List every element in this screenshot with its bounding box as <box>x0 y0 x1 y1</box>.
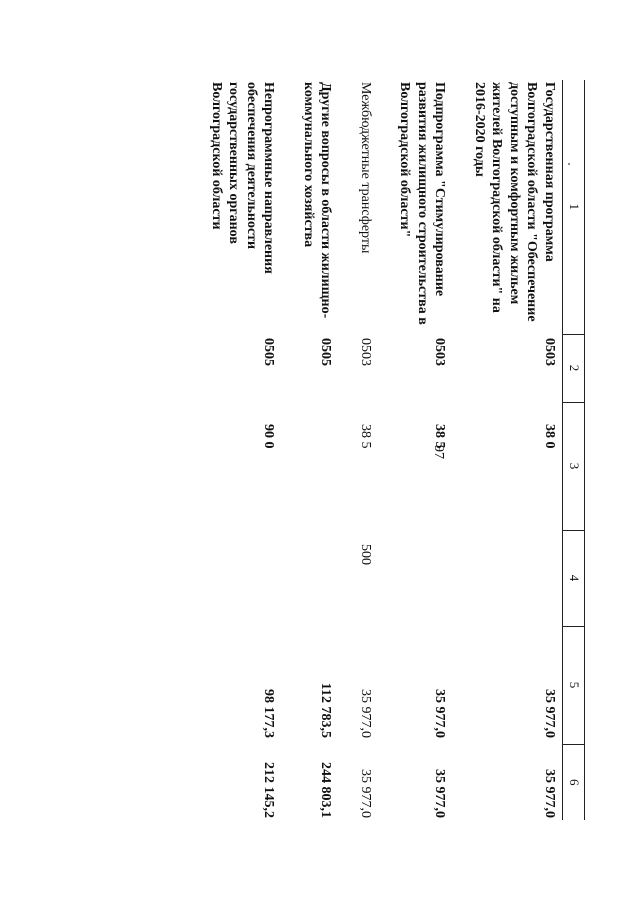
table-row <box>374 80 449 820</box>
budget-table <box>185 80 585 820</box>
row-section: 0503 <box>432 338 448 366</box>
row-amount-5: 98 177,3 <box>261 689 277 738</box>
table-row <box>277 80 334 820</box>
row-amount-5: 112 783,5 <box>318 682 334 738</box>
row-amount-6: 35 977,0 <box>357 769 373 818</box>
row-amount-5: 35 977,0 <box>541 689 557 738</box>
row-amount-6: 212 145,2 <box>261 762 277 818</box>
row-name: Государственная программа Волгоградской области "Обеспечение доступным и комфортным жильем жителей Волгоградской области" на 2016-2020 годы <box>471 82 557 322</box>
row-section: 0503 <box>541 338 557 366</box>
row-amount-5: 35 977,0 <box>357 689 373 738</box>
column-header-6: 6 <box>562 744 584 820</box>
row-amount-5: 35 977,0 <box>432 689 448 738</box>
column-header-1: 1 <box>562 80 584 334</box>
row-name: Непрограммные направления обеспечения деятельности государственных органов Волгоградской области <box>208 82 277 274</box>
row-name: Другие вопросы в области жилищно-коммунального хозяйства <box>300 82 334 319</box>
table-row <box>334 80 374 820</box>
row-amount-6: 244 803,1 <box>318 762 334 818</box>
row-name: Межбюджетные трансферты <box>357 82 373 254</box>
column-header-4: 4 <box>562 530 584 626</box>
row-expense-type <box>185 530 277 626</box>
column-header-5: 5 <box>562 626 584 744</box>
row-section: 0503 <box>357 338 373 366</box>
row-expense-type <box>448 530 562 626</box>
row-name: Подпрограмма "Стимулирование развития жилищного строительства в Волгоградской области" <box>397 82 448 325</box>
column-number-row <box>562 80 584 820</box>
row-expense-type <box>374 530 449 626</box>
row-expense-type: 500 <box>357 544 373 565</box>
row-article <box>277 402 334 530</box>
row-section: 0505 <box>318 338 334 366</box>
row-article: 38 5 <box>357 424 373 449</box>
row-article: 90 0 <box>261 424 277 449</box>
column-header-2: 2 <box>562 334 584 402</box>
row-amount-6: 35 977,0 <box>432 769 448 818</box>
row-expense-type <box>277 530 334 626</box>
page-number: 97 <box>431 445 446 459</box>
row-article: 38 5 <box>432 424 448 449</box>
rotated-table-block <box>65 80 585 820</box>
row-amount-6: 35 977,0 <box>541 769 557 818</box>
row-section: 0505 <box>261 338 277 366</box>
column-header-3: 3 <box>562 402 584 530</box>
table-row <box>185 80 277 820</box>
row-article: 38 0 <box>541 424 557 449</box>
table-row <box>448 80 562 820</box>
